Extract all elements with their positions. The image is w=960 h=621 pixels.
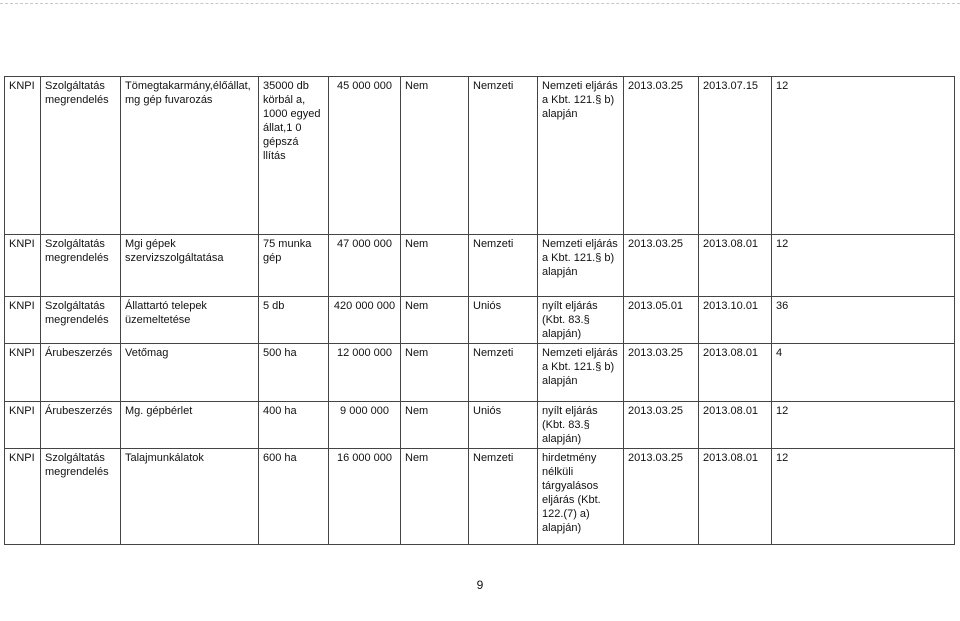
start-date-cell: 2013.03.25 [624,77,699,235]
end-date-cell: 2013.08.01 [699,235,772,297]
type-cell: Szolgáltatás megrendelés [41,449,121,545]
quantity-cell: 600 ha [259,449,329,545]
start-date-cell: 2013.03.25 [624,344,699,402]
type-cell: Árubeszerzés [41,402,121,449]
procedure-cell: hirdetmény nélküli tárgyalásos eljárás (Kbt. 122.(7) a) alapján) [538,449,624,545]
start-date-cell: 2013.05.01 [624,297,699,344]
value-cell: 12 000 000 [329,344,401,402]
duration-cell: 4 [772,344,955,402]
subject-cell: Tömegtakarmány,élőállat, mg gép fuvarozás [121,77,259,235]
scope-cell: Nemzeti [469,449,538,545]
subject-cell: Állattartó telepek üzemeltetése [121,297,259,344]
subject-cell: Mgi gépek szervizszolgáltatása [121,235,259,297]
start-date-cell: 2013.03.25 [624,235,699,297]
procedure-cell: Nemzeti eljárás a Kbt. 121.§ b) alapján [538,235,624,297]
value-cell: 16 000 000 [329,449,401,545]
start-date-cell: 2013.03.25 [624,402,699,449]
subject-cell: Talajmunkálatok [121,449,259,545]
flag-cell: Nem [401,235,469,297]
quantity-cell: 400 ha [259,402,329,449]
value-cell: 45 000 000 [329,77,401,235]
duration-cell: 12 [772,449,955,545]
end-date-cell: 2013.08.01 [699,402,772,449]
org-cell: KNPI [5,235,41,297]
end-date-cell: 2013.08.01 [699,344,772,402]
org-cell: KNPI [5,77,41,235]
procedure-cell: nyílt eljárás (Kbt. 83.§ alapján) [538,297,624,344]
type-cell: Árubeszerzés [41,344,121,402]
value-cell: 9 000 000 [329,402,401,449]
table-row [5,344,955,402]
table-row [5,235,955,297]
quantity-cell: 75 munka gép [259,235,329,297]
scope-cell: Uniós [469,402,538,449]
duration-cell: 12 [772,77,955,235]
type-cell: Szolgáltatás megrendelés [41,77,121,235]
procedure-cell: nyílt eljárás (Kbt. 83.§ alapján) [538,402,624,449]
type-cell: Szolgáltatás megrendelés [41,297,121,344]
procurement-table-wrapper [4,76,954,545]
scope-cell: Nemzeti [469,77,538,235]
value-cell: 47 000 000 [329,235,401,297]
procedure-cell: Nemzeti eljárás a Kbt. 121.§ b) alapján [538,344,624,402]
end-date-cell: 2013.10.01 [699,297,772,344]
table-body [5,77,955,545]
org-cell: KNPI [5,344,41,402]
top-dashed-line [0,3,960,4]
type-cell: Szolgáltatás megrendelés [41,235,121,297]
page-number: 9 [476,578,484,592]
org-cell: KNPI [5,402,41,449]
duration-cell: 12 [772,402,955,449]
procurement-table [4,76,955,545]
flag-cell: Nem [401,344,469,402]
org-cell: KNPI [5,297,41,344]
subject-cell: Mg. gépbérlet [121,402,259,449]
duration-cell: 12 [772,235,955,297]
quantity-cell: 5 db [259,297,329,344]
flag-cell: Nem [401,402,469,449]
start-date-cell: 2013.03.25 [624,449,699,545]
table-row [5,77,955,235]
org-cell: KNPI [5,449,41,545]
quantity-cell: 35000 db körbál a, 1000 egyed állat,1 0 gépszá llítás [259,77,329,235]
flag-cell: Nem [401,297,469,344]
value-cell: 420 000 000 [329,297,401,344]
table-row [5,297,955,344]
table-row [5,402,955,449]
duration-cell: 36 [772,297,955,344]
quantity-cell: 500 ha [259,344,329,402]
flag-cell: Nem [401,449,469,545]
table-row [5,449,955,545]
scope-cell: Nemzeti [469,235,538,297]
subject-cell: Vetőmag [121,344,259,402]
procedure-cell: Nemzeti eljárás a Kbt. 121.§ b) alapján [538,77,624,235]
scope-cell: Nemzeti [469,344,538,402]
end-date-cell: 2013.07.15 [699,77,772,235]
end-date-cell: 2013.08.01 [699,449,772,545]
scope-cell: Uniós [469,297,538,344]
flag-cell: Nem [401,77,469,235]
